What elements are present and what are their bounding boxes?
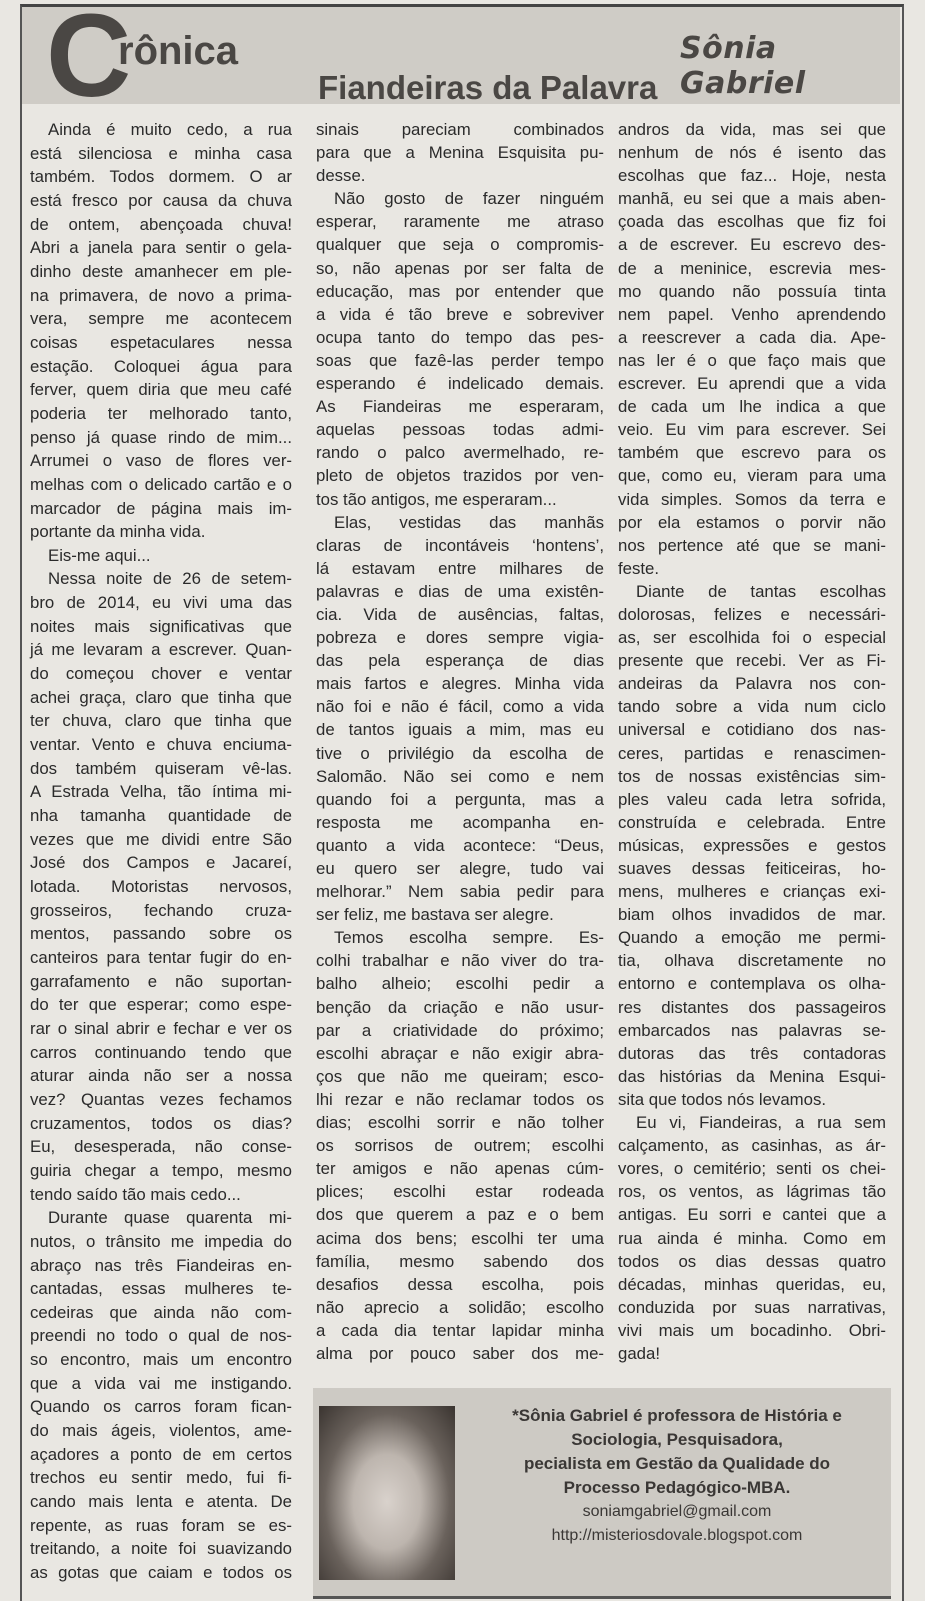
text-line: não foi e não é fácil, como a vida [316, 697, 604, 717]
text-line: vivi mais um bocadinho. Obri- [618, 1320, 886, 1340]
text-line: palavras e dias de uma existên- [316, 581, 604, 601]
text-line: tia, olhava discretamente no [618, 951, 886, 971]
text-line: ser feliz, me bastava ser alegre. [316, 905, 554, 925]
text-line: biam olhos invadidos de mar. [618, 905, 886, 925]
text-line: de tantos iguais a mim, mas eu [316, 720, 604, 740]
text-line: Salomão. Não sei como e nem [316, 766, 604, 786]
text-line: esperar, raramente me atraso [316, 212, 604, 232]
text-line: sinais pareciam combinados [316, 120, 604, 139]
text-line: ocupa tanto do tempo das pes- [316, 327, 604, 347]
text-line: esperando é indelicado demais. [316, 374, 604, 394]
text-line: sita que todos nós levamos. [618, 1089, 827, 1109]
text-line: desafios dessa escolha, pois [316, 1274, 604, 1294]
text-line: ços que não me queiram; esco- [316, 1066, 604, 1086]
text-line: plices; escolhi estar rodeada [316, 1182, 604, 1202]
column-3 [618, 118, 886, 1365]
text-line: colhi trabalhar e não viver do tra- [316, 951, 604, 971]
text-line: antigas. Eu sorri e cantei que a [618, 1205, 886, 1225]
text-line: quanto a vida acontece: “Deus, [316, 835, 604, 855]
text-line: bro de 2014, eu vivi uma das [30, 593, 292, 613]
text-line: Eis-me aqui... [48, 545, 151, 565]
text-line: presente que recebi. Ver as Fi- [618, 651, 886, 671]
paragraph [316, 511, 604, 927]
text-line: repente, as ruas foram se es- [30, 1515, 292, 1535]
text-line: todos os dias dessas quatro [618, 1251, 886, 1271]
text-line: soas que fazê-las perder tempo [316, 350, 604, 370]
paragraph [30, 544, 292, 568]
text-line: portante da minha vida. [30, 522, 206, 542]
text-line: também que escrevo para os [618, 443, 886, 463]
text-line: andros da vida, mas sei que [618, 120, 886, 139]
text-line: calçamento, as casinhas, as ár- [618, 1136, 886, 1156]
text-line: por ela estamos o porvir não [618, 512, 886, 532]
text-line: dias; escolhi sorrir e não tolher [316, 1113, 604, 1133]
text-line: aquelas pessoas todas admi- [316, 420, 604, 440]
text-line: ter amigos e não apenas cúm- [316, 1159, 604, 1179]
text-line: mais fartos e alegres. Minha vida [316, 674, 604, 694]
text-line: canteiros para tentar fugir do en- [30, 947, 292, 967]
text-line: so encontro, mais um encontro [30, 1350, 292, 1370]
text-line: quando foi a pergunta, mas a [316, 789, 604, 809]
text-line: çoada das escolhas que fiz foi [618, 212, 886, 232]
text-line: que a vida vai me instigando. [30, 1373, 292, 1393]
bio-line: Sociologia, Pesquisadora, [571, 1430, 783, 1449]
text-line: vores, o cemitério; senti os chei- [618, 1159, 886, 1179]
text-line: cedeiras que ainda não com- [30, 1302, 292, 1322]
text-line: tando sobre a vida num ciclo [618, 697, 886, 717]
text-line: penso já quase rindo de mim... [30, 427, 292, 447]
text-line: músicas, expressões e gestos [618, 835, 886, 855]
text-line: as gotas que caiam e todos os [30, 1563, 292, 1583]
text-line: melhorar.” Nem sabia pedir para [316, 882, 604, 902]
text-line: claras de incontáveis ‘hontens’, [316, 535, 604, 555]
text-line: guiria chegar a tempo, mesmo [30, 1160, 292, 1180]
text-line: rua ainda é minha. Como em [618, 1228, 886, 1248]
text-line: tos de nossas existências sim- [618, 766, 886, 786]
text-line: qualquer que seja o compromis- [316, 235, 604, 255]
text-line: já me levaram a escrever. Quan- [30, 640, 292, 660]
bio-line: pecialista em Gestão da Qualidade do [523, 1454, 831, 1473]
text-line: par a criatividade do próximo; [316, 1020, 604, 1040]
text-line: de cada um lhe indica a que [618, 397, 886, 417]
text-line: preendi no todo o qual de nos- [30, 1326, 292, 1346]
author-name: Sônia Gabriel [680, 31, 806, 101]
text-line: vera, sempre me acontecem [30, 309, 292, 329]
text-line: ferver, quem diria que meu café [30, 380, 292, 400]
column-header [22, 0, 900, 122]
text-line: rando o palco avermelhado, re- [316, 443, 604, 463]
text-line: balho alheio; escolhi pedir a [316, 974, 604, 994]
text-line: Diante de tantas escolhas [636, 581, 886, 601]
text-line: gada! [618, 1343, 660, 1363]
text-line: dos também quiseram vê-las. [30, 758, 292, 778]
text-line: Elas, vestidas das manhãs [334, 512, 604, 532]
text-line: dutoras das três contadoras [618, 1043, 886, 1063]
text-line: nenhum de nós é isento das [618, 143, 886, 163]
paragraph [316, 118, 604, 187]
text-line: nutos, o trânsito me impedia do [30, 1231, 292, 1251]
text-line: manhã, eu sei que a mais aben- [618, 189, 886, 209]
text-line: família, mesmo sabendo dos [316, 1251, 604, 1271]
text-line: lotada. Motoristas nervosos, [30, 877, 292, 896]
text-line: escolhas que faz... Hoje, nesta [618, 166, 886, 186]
text-line: lá estavam entre milhares de [316, 558, 604, 578]
text-line: desse. [316, 166, 366, 186]
text-line: vida simples. Somos da terra e [618, 489, 886, 509]
drop-cap: C [46, 0, 132, 122]
paragraph [30, 567, 292, 1206]
text-line: eu quero ser alegre, tudo vai [316, 859, 604, 878]
text-line: do começou chover e ventar [30, 664, 292, 684]
text-line: coisas espetaculares nessa [30, 332, 292, 352]
text-line: nos pertence até que se mani- [618, 535, 886, 555]
text-line: feste. [618, 558, 660, 578]
text-line: embarcados nas palavras se- [618, 1020, 886, 1040]
text-line: lhi rezar e não reclamar todos os [316, 1089, 604, 1109]
text-line: Arrumei o vaso de flores ver- [30, 451, 292, 471]
section-name: rônica [118, 29, 239, 73]
text-line: está silenciosa e minha casa [30, 143, 292, 163]
text-line: ter chuva, claro que tinha que [30, 711, 292, 731]
text-line: açadores a ponto de em certos [30, 1444, 292, 1464]
text-line: dinho deste amanhecer em ple- [30, 261, 292, 281]
text-line: para que a Menina Esquisita pu- [316, 143, 604, 163]
author-email-link[interactable]: soniamgabriel@gmail.com [582, 1503, 772, 1520]
text-line: pleto de objetos trazidos por ven- [316, 466, 604, 486]
author-bio-box [313, 1388, 891, 1599]
text-line: nem papel. Venho aprendendo [618, 304, 886, 324]
text-line: a vida é tão breve e sobreviver [316, 304, 604, 324]
text-line: está fresco por causa da chuva [30, 190, 292, 210]
text-line: carros continuando tendo que [30, 1042, 292, 1062]
text-line: aturar ainda não ser a nossa [30, 1066, 292, 1086]
text-line: José dos Campos e Jacareí, [30, 853, 292, 873]
text-line: garrafamento e não suportan- [30, 971, 292, 991]
column-1 [30, 118, 292, 1585]
text-line: melhas com o delicado cartão e o [30, 474, 292, 494]
paragraph [30, 1206, 292, 1585]
text-line: Ainda é muito cedo, a rua [48, 120, 292, 139]
text-line: res distantes dos passageiros [618, 997, 886, 1017]
text-line: na primavera, de novo a prima- [30, 285, 292, 305]
text-line: tendo saído tão mais cedo... [30, 1184, 241, 1204]
text-line: vezes que me dividi entre São [30, 829, 292, 849]
text-line: ceres, partidas e renascimen- [618, 743, 886, 763]
paragraph [618, 1111, 886, 1365]
paragraph [618, 580, 886, 1111]
text-line: suaves dessas feiticeiras, ho- [618, 859, 886, 878]
text-line: grosseiros, fechando cruza- [30, 900, 292, 920]
text-line: mentos, passando sobre os [30, 924, 292, 944]
text-line: das pela esperança de dias [316, 651, 604, 671]
text-line: educação, mas por entender que [316, 281, 604, 301]
text-line: tive o privilégio da escolha de [316, 743, 604, 763]
text-line: ventar. Vento e chuva enciuma- [30, 735, 292, 755]
author-photo [319, 1406, 455, 1580]
text-line: A Estrada Velha, tão íntima mi- [30, 782, 292, 802]
text-line: mo quando não possuía tinta [618, 281, 886, 301]
text-line: Durante quase quarenta mi- [48, 1208, 292, 1228]
text-line: tos tão antigos, me esperaram... [316, 489, 557, 509]
text-line: de a meninice, escrevia mes- [618, 258, 886, 278]
text-line: nas ler é o que faço mais que [618, 350, 886, 370]
paragraph [316, 187, 604, 510]
text-line: acima dos bens; escolhi ter uma [316, 1228, 604, 1248]
text-line: alma por pouco saber dos me- [316, 1343, 604, 1363]
text-line: treitando, a noite foi suavizando [30, 1539, 292, 1559]
text-line: Quando os carros foram fican- [30, 1397, 292, 1417]
text-line: a de escrever. Eu escrevo des- [618, 235, 886, 255]
text-line: Abri a janela para sentir o gela- [30, 238, 292, 258]
text-line: universal e cotidiano dos nas- [618, 720, 886, 740]
text-line: as, ser escolhida foi o especial [618, 628, 886, 648]
column-2 [316, 118, 604, 1365]
paragraph [618, 118, 886, 580]
text-line: poderia ter melhorado tanto, [30, 403, 292, 423]
text-line: entorno e contemplava os olha- [618, 974, 886, 994]
author-bio [463, 1404, 891, 1548]
text-line: conduzida por suas narrativas, [618, 1297, 886, 1317]
text-line: noites mais significativas que [30, 616, 292, 636]
text-line: Eu vi, Fiandeiras, a rua sem [636, 1113, 886, 1133]
text-line: estação. Coloquei água para [30, 356, 292, 376]
text-line: As Fiandeiras me esperaram, [316, 397, 604, 417]
bio-line: Processo Pedagógico-MBA. [563, 1478, 791, 1497]
text-line: dos que querem a paz e o bem [316, 1205, 604, 1225]
text-line: Não gosto de fazer ninguém [334, 189, 604, 209]
text-line: cantadas, essas mulheres te- [30, 1279, 292, 1299]
text-line: Quando a emoção me permi- [618, 928, 886, 948]
text-line: ros, os ventos, as lágrimas tão [618, 1182, 886, 1202]
text-line: vez? Quantas vezes fechamos [30, 1089, 292, 1109]
text-line: das histórias da Menina Esqui- [618, 1066, 886, 1086]
text-line: a cada dia tentar lapidar minha [316, 1320, 604, 1340]
article-title: Fiandeiras da Palavra [318, 69, 658, 106]
text-line: escrever. Eu aprendi que a vida [618, 374, 886, 394]
text-line: também. Todos dormem. O ar [30, 167, 292, 187]
text-line: benção da criação e não usur- [316, 997, 604, 1017]
text-line: de ontem, abençoada chuva! [30, 214, 292, 234]
paragraph [30, 118, 292, 544]
text-line: veio. Eu vim para escrever. Sei [618, 420, 886, 440]
text-line: marcador de página mais im- [30, 498, 292, 518]
text-line: ples valeu cada letra sofrida, [618, 789, 886, 809]
text-line: Eu, desesperada, não conse- [30, 1137, 292, 1157]
text-line: trechos eu sentir medo, fui fi- [30, 1468, 292, 1488]
text-line: do ter que esperar; como espe- [30, 995, 292, 1015]
text-line: so, não apenas por ser falta de [316, 258, 604, 278]
paragraph [316, 926, 604, 1365]
text-line: resposta me acompanha en- [316, 812, 604, 832]
text-line: mens, mulheres e crianças exi- [618, 882, 886, 902]
text-line: cia. Vida de ausências, faltas, [316, 604, 604, 624]
text-line: dolorosas, felizes e necessári- [618, 604, 886, 624]
text-line: construída e celebrada. Entre [618, 812, 886, 832]
text-line: Temos escolha sempre. Es- [334, 928, 604, 948]
text-line: décadas, minhas queridas, eu, [618, 1274, 886, 1294]
text-line: andeiras da Palavra nos con- [618, 674, 886, 694]
text-line: escolhi abraçar e não exigir abra- [316, 1043, 604, 1063]
text-line: os sorrisos de outrem; escolhi [316, 1136, 604, 1156]
text-line: do mais ágeis, violentos, ame- [30, 1421, 292, 1441]
text-line: a reescrever a cada dia. Ape- [618, 327, 886, 347]
text-line: nha tamanha quantidade de [30, 806, 292, 826]
text-line: Nessa noite de 26 de setem- [48, 569, 292, 589]
author-blog-link[interactable]: http://misteriosdovale.blogspot.com [551, 1527, 803, 1544]
text-line: não aprecio a solidão; escolho [316, 1297, 604, 1317]
text-line: cando mais lenta e atenta. De [30, 1492, 292, 1512]
text-line: que, como eu, vieram para uma [618, 466, 886, 486]
text-line: abraço nas três Fiandeiras en- [30, 1255, 292, 1275]
text-line: achei graça, claro que tinha que [30, 687, 292, 707]
text-line: cruzamentos, todos os dias? [30, 1113, 292, 1133]
bio-line: *Sônia Gabriel é professora de História e [512, 1406, 842, 1425]
text-line: rar o sinal abrir e fechar e ver os [30, 1018, 292, 1038]
text-line: pobreza e dores sempre vigia- [316, 628, 604, 648]
